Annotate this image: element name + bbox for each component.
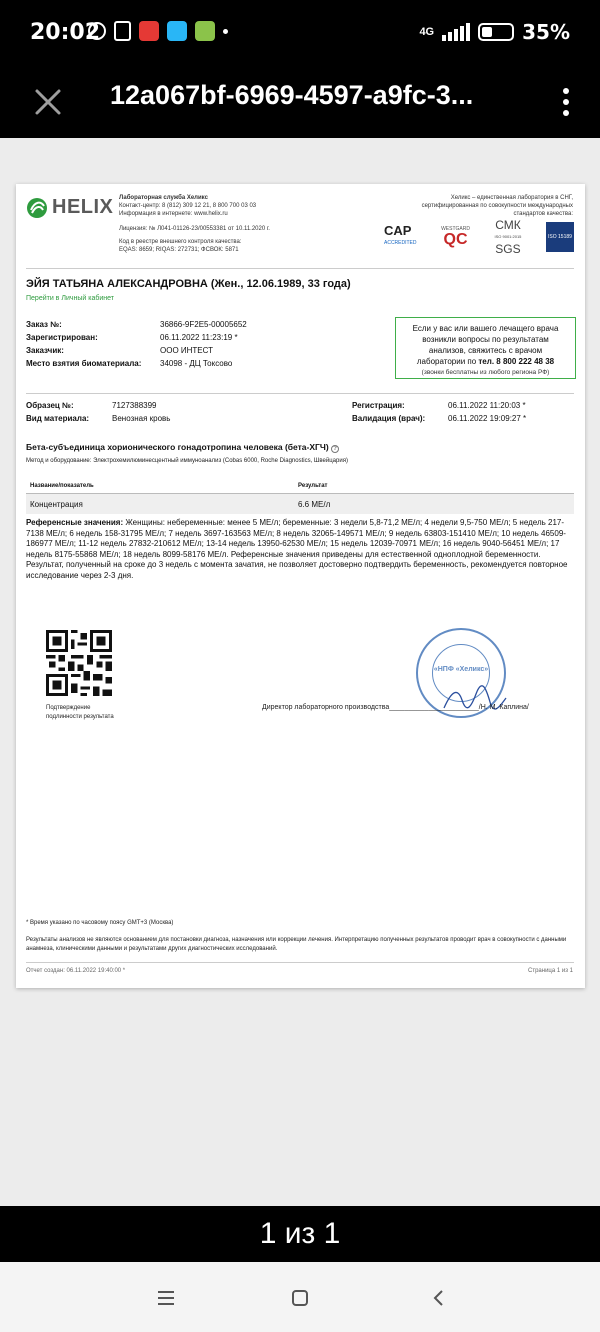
table-header	[26, 478, 574, 494]
place-label: Место взятия биоматериала:	[26, 359, 142, 368]
lab-report-page	[16, 184, 585, 988]
customer-label: Заказчик:	[26, 346, 64, 355]
website: Информация в интернете: www.helix.ru	[119, 211, 228, 217]
document-viewer[interactable]	[0, 138, 600, 1206]
messenger-icon	[167, 21, 187, 41]
divider	[26, 268, 574, 269]
validation-label: Валидация (врач):	[352, 414, 426, 423]
report-created: Отчет создан: 06.11.2022 19:40:00 *	[26, 968, 126, 974]
cap-accredited-logo: CAP ACCREDITED	[384, 223, 417, 246]
registry-title: Код в реестре внешнего контроля качества:	[119, 239, 242, 245]
battery-icon	[478, 23, 514, 41]
reference-values	[26, 518, 574, 581]
sample-dates	[352, 399, 526, 425]
qr-code[interactable]	[46, 630, 112, 696]
results-table	[26, 478, 574, 514]
back-icon	[431, 1289, 445, 1307]
signal-icon	[442, 23, 470, 41]
westgard-qc-logo: WESTGARD QC	[441, 226, 470, 248]
network-type: 4G	[419, 26, 435, 38]
certification-text	[386, 194, 573, 218]
material-value: Венозная кровь	[112, 414, 171, 423]
registry-codes: EQAS: 8659; RIQAS: 272731; ФСВОК: 5871	[119, 247, 239, 253]
clock: 20:02	[30, 20, 101, 45]
disclaimer: Результаты анализов не являются основанием для постановки диагноза, назначения или коррекции лечения. Интерпретацию полученных результатов проводит врач в совокупности с данными анамнеза, клиническими данными и результатами других диагностических исследований.	[26, 937, 567, 952]
cert-line-1: Хеликс – единственная лаборатория в СНГ,	[450, 195, 573, 201]
close-icon	[34, 88, 62, 116]
status-right	[419, 20, 570, 44]
info-icon[interactable]: ?	[331, 445, 339, 453]
cert-line-2: сертифицированная по совокупности международных	[421, 203, 573, 209]
qr-caption: Подтверждение подлинности результата	[46, 705, 114, 720]
reference-label: Референсные значения:	[26, 518, 124, 527]
game-icon	[195, 21, 215, 41]
lab-phone[interactable]: тел. 8 800 222 48 38	[478, 357, 555, 366]
registration-label: Регистрация:	[352, 401, 405, 410]
patient-name: ЭЙЯ ТАТЬЯНА АЛЕКСАНДРОВНА (Жен., 12.06.1989, 33 года)	[26, 278, 351, 290]
status-bar	[0, 0, 600, 68]
lab-name: Лабораторная служба Хеликс	[119, 195, 208, 201]
doctor-contact-box: Если у вас или вашего лечащего врача возникли вопросы по результатам анализов, свяжитесь с врачом лаборатории по тел. 8 800 222 48 38 (звонки бесплатны из любого региона РФ)	[395, 317, 576, 379]
alarm-icon	[88, 22, 106, 40]
director-line: Директор лабораторного производства_______________________/Н. М. Каплина/	[262, 704, 529, 711]
viewer-toolbar	[0, 68, 600, 138]
sample-label: Образец №:	[26, 401, 74, 410]
page-info: Страница 1 из 1	[528, 968, 573, 974]
sample-number: 7127388399	[112, 401, 157, 410]
timezone-note: * Время указано по часовому поясу GMT+3 (Москва)	[26, 920, 174, 926]
helix-logo-icon	[26, 197, 48, 219]
helix-logo	[26, 196, 113, 219]
table-row	[26, 494, 574, 514]
column-result-header: Результат	[298, 482, 328, 489]
lab-stamp: «НПФ «Хеликс»	[416, 628, 506, 718]
page-counter: 1 из 1	[259, 1217, 341, 1250]
nfc-icon	[114, 21, 131, 41]
result-name: Концентрация	[30, 499, 83, 509]
document-title: 12a067bf-6969-4597-a9fc-3...	[110, 80, 474, 110]
global-cert-logo: ISO 15189	[546, 222, 574, 252]
home-icon	[291, 1289, 309, 1307]
sample-info	[26, 399, 170, 425]
accreditation-logos	[384, 220, 574, 254]
system-nav-bar	[0, 1262, 600, 1332]
home-button[interactable]	[288, 1286, 312, 1310]
validation-value: 06.11.2022 19:09:27 *	[448, 414, 527, 423]
method-info: Метод и оборудование: Электрохемилюминесцентный иммуноанализ (Cobas 6000, Roche Diagnostics, Швейцария)	[26, 458, 348, 464]
page-indicator	[0, 1206, 600, 1262]
order-label: Заказ №:	[26, 320, 62, 329]
menu-icon	[157, 1290, 175, 1306]
customer-value: ООО ИНТЕСТ	[160, 346, 214, 355]
more-notifications-dot	[223, 29, 228, 34]
lab-info	[119, 194, 319, 254]
order-number: 36866-9F2E5-00005652	[160, 320, 247, 329]
recent-apps-button[interactable]	[154, 1286, 178, 1310]
cert-line-3: стандартов качества:	[513, 211, 573, 217]
smk-sgs-logo: СМК ISO 9001:2015 SGS	[494, 218, 522, 256]
logo-text: HELIX	[52, 196, 114, 218]
battery-percent: 35%	[522, 20, 570, 44]
test-title: Бета-субъединица хорионического гонадотропина человека (бета-ХГЧ) ?	[26, 442, 339, 453]
registered-label: Зарегистрирован:	[26, 333, 98, 342]
registration-value: 06.11.2022 11:20:03 *	[448, 401, 526, 410]
contact-center: Контакт-центр: 8 (812) 309 12 21, 8 800 700 03 03	[119, 203, 257, 209]
order-info	[26, 318, 247, 370]
back-button[interactable]	[426, 1286, 450, 1310]
result-value: 6.6 МЕ/л	[298, 499, 331, 509]
registered-value: 06.11.2022 11:23:19 *	[160, 333, 238, 342]
divider	[26, 393, 574, 394]
license: Лицензия: № Л041-01126-23/00553381 от 10.11.2020 г.	[119, 226, 270, 232]
column-name-header: Название/показатель	[30, 482, 94, 489]
material-label: Вид материала:	[26, 414, 90, 423]
divider	[26, 962, 574, 963]
place-value: 34098 - ДЦ Токсово	[160, 359, 233, 368]
yandex-icon	[139, 21, 159, 41]
notification-icons	[88, 21, 228, 41]
more-vert-icon	[563, 88, 569, 94]
personal-cabinet-link[interactable]: Перейти в Личный кабинет	[26, 295, 115, 302]
close-button[interactable]	[28, 82, 68, 122]
more-options-button[interactable]	[554, 82, 578, 122]
reference-text: Женщины: небеременные: менее 5 МЕ/л; беременные: 3 недели 5,8-71,2 МЕ/л; 4 недели 9,5-750 МЕ/л; 5 недель 217-7138 МЕ/л; 6 недель 158-31795 МЕ/л; 7 недель 3697-163563 МЕ/л; 8 недель 32065-149571 МЕ/л; 9 недель 63803-151410 МЕ/л; 10 недель 46509-186977 МЕ/л; 11-12 недель 27832-210612 МЕ/л; 13-14 недель 13950-62530 МЕ/л; 15 недель 12039-70971 МЕ/л; 16 недель 9040-56451 МЕ/л; 17 недель 8175-55868 МЕ/л; 18 недель 8099-58176 МЕ/л. Референсные значения приведены для естественной одноплодной беременности. Результат, полученный на сроке до 3 недель с момента зачатия, не позволяет достоверно подтвердить беременность, рекомендуется повторное исследование через 2-3 дня.	[26, 518, 568, 580]
